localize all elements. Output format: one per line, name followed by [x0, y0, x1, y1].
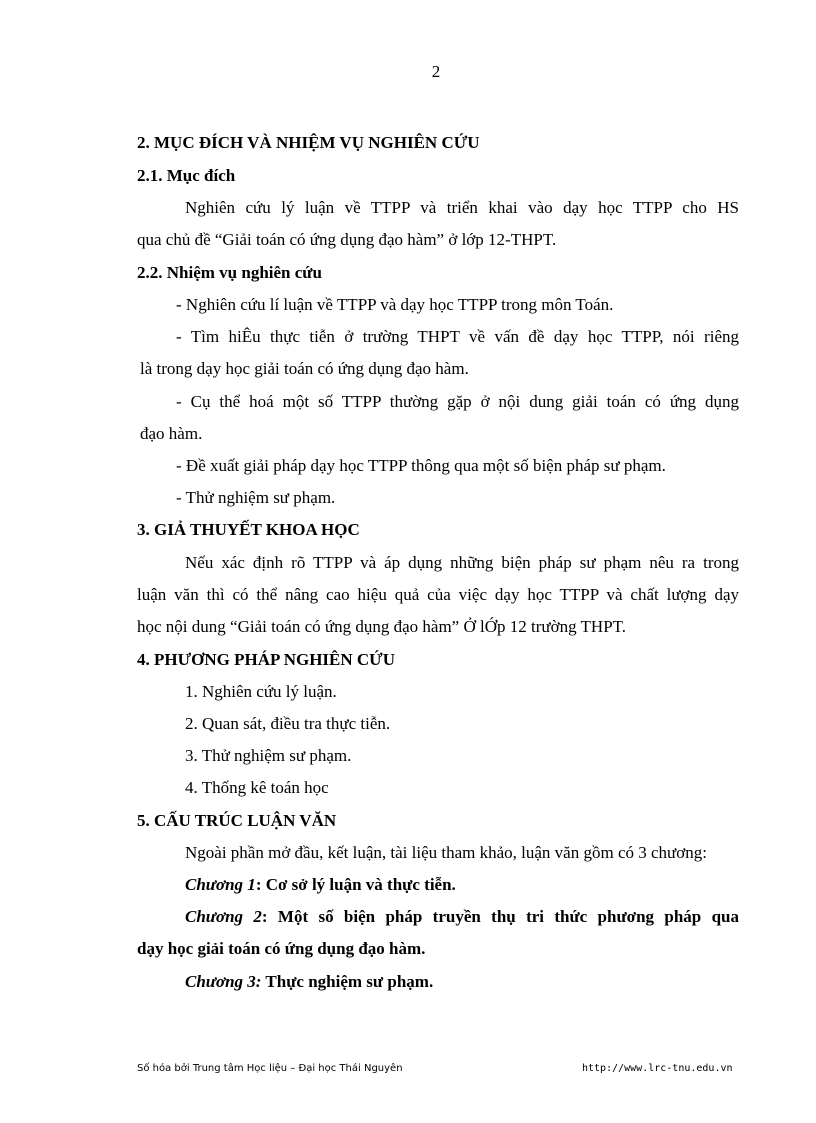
list-item: - Cụ thể hoá một số TTPP thường gặp ở nội dung giải toán có ứng dụng — [176, 392, 739, 411]
list-item: 2. Quan sát, điều tra thực tiễn. — [185, 714, 391, 733]
section-heading-2: 2. MỤC ĐÍCH VÀ NHIỆM VỤ NGHIÊN CỨU — [137, 133, 480, 152]
chapter-1-line — [185, 874, 456, 896]
list-item: - Tìm hiÊu thực tiễn ở trường THPT về vấn đề dạy học TTPP, nói riêng — [176, 327, 739, 346]
chapter-separator: : — [255, 875, 266, 894]
list-item: 4. Thống kê toán học — [185, 778, 329, 797]
paragraph-line: luận văn thì có thể nâng cao hiệu quả của việc dạy học TTPP và chất lượng dạy — [137, 585, 739, 604]
chapter-separator: : — [261, 907, 278, 926]
section-heading-5: 5. CẤU TRÚC LUẬN VĂN — [137, 811, 337, 830]
list-item: - Đề xuất giải pháp dạy học TTPP thông qua một số biện pháp sư phạm. — [176, 456, 666, 475]
chapter-title: Một số biện pháp truyền thụ tri thức phương pháp qua — [277, 907, 739, 926]
chapter-title: Cơ sở lý luận và thực tiễn. — [265, 875, 456, 894]
chapter-title: dạy học giải toán có ứng dụng đạo hàm. — [137, 939, 426, 958]
chapter-title: Thực nghiệm sư phạm. — [265, 972, 434, 991]
paragraph-line: Nghiên cứu lý luận về TTPP và triển khai vào dạy học TTPP cho HS — [185, 198, 739, 217]
section-heading-4: 4. PHƯƠNG PHÁP NGHIÊN CỨU — [137, 650, 395, 669]
chapter-label: Chương 3: — [185, 972, 262, 991]
chapter-label: Chương 1 — [185, 875, 256, 894]
paragraph-line: Nếu xác định rõ TTPP và áp dụng những biện pháp sư phạm nêu ra trong — [185, 553, 739, 572]
footer-left-text: Số hóa bởi Trung tâm Học liệu – Đại học Thái Nguyên — [137, 1063, 403, 1074]
footer-url: http://www.lrc-tnu.edu.vn — [582, 1063, 733, 1074]
chapter-3-line — [185, 971, 433, 993]
list-item: 1. Nghiên cứu lý luận. — [185, 682, 337, 701]
chapter-2-continuation — [137, 938, 425, 960]
chapter-2-line — [185, 906, 739, 928]
paragraph-line: Ngoài phần mở đầu, kết luận, tài liệu tham khảo, luận văn gồm có 3 chương: — [185, 843, 707, 862]
subsection-heading-2-2: 2.2. Nhiệm vụ nghiên cứu — [137, 263, 322, 282]
paragraph-line: là trong dạy học giải toán có ứng dụng đạo hàm. — [140, 359, 469, 378]
subsection-heading-2-1: 2.1. Mục đích — [137, 166, 236, 185]
paragraph-line: qua chủ đề “Giải toán có ứng dụng đạo hàm” ở lớp 12-THPT. — [137, 230, 557, 249]
list-item: 3. Thử nghiệm sư phạm. — [185, 746, 352, 765]
paragraph-line: đạo hàm. — [140, 424, 203, 443]
chapter-label: Chương 2 — [185, 907, 262, 926]
list-item: - Thử nghiệm sư phạm. — [176, 488, 336, 507]
section-heading-3: 3. GIẢ THUYẾT KHOA HỌC — [137, 520, 360, 539]
page-number: 2 — [431, 62, 441, 81]
paragraph-line: học nội dung “Giải toán có ứng dụng đạo hàm” Ở lỚp 12 trường THPT. — [137, 617, 627, 636]
list-item: - Nghiên cứu lí luận về TTPP và dạy học TTPP trong môn Toán. — [176, 295, 614, 314]
